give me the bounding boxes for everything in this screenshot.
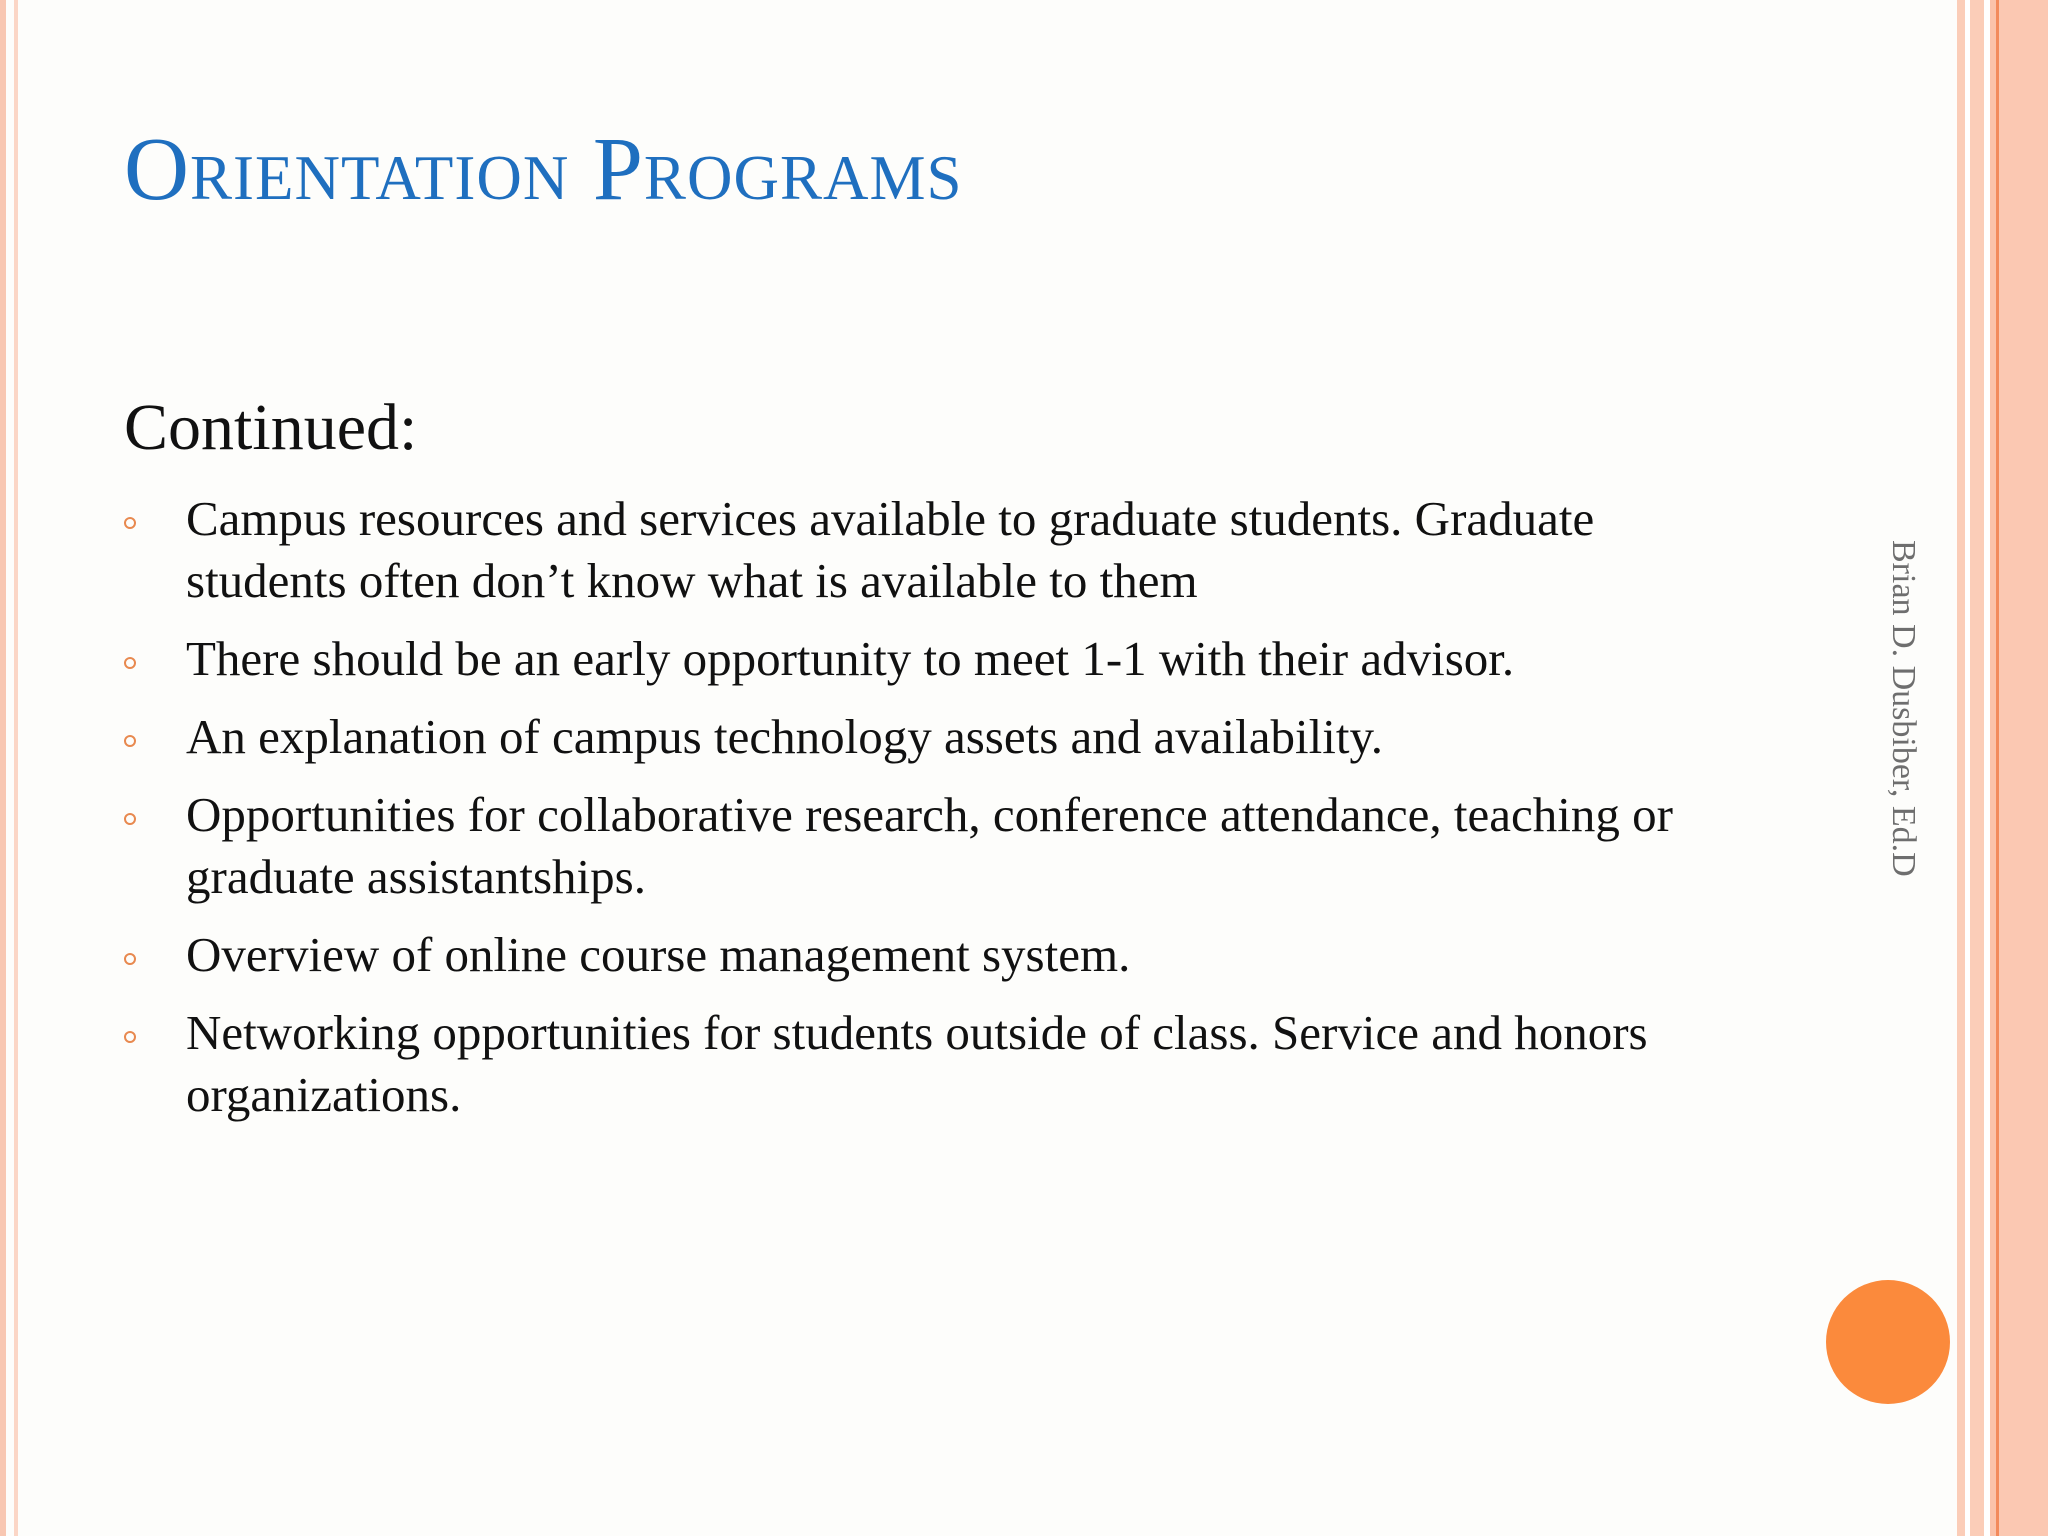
bullet-item: [124, 488, 1724, 612]
right-border-band: [1999, 0, 2048, 1536]
circle-bullet-icon: [124, 813, 136, 825]
bullet-item: [124, 1002, 1724, 1126]
right-border-stripe: [1957, 0, 1965, 1536]
left-border-stripe: [0, 0, 6, 1536]
bullet-text: Overview of online course management system.: [186, 927, 1131, 982]
circle-bullet-icon: [124, 1031, 136, 1043]
bullet-text: Networking opportunities for students outside of class. Service and honors organizations.: [186, 1005, 1648, 1122]
circle-bullet-icon: [124, 517, 136, 529]
slide-subheading: Continued:: [124, 391, 418, 464]
circle-bullet-icon: [124, 735, 136, 747]
bullet-text: There should be an early opportunity to meet 1-1 with their advisor.: [186, 631, 1515, 686]
right-border-stripe: [1970, 0, 1984, 1536]
bullet-text: Campus resources and services available to graduate students. Graduate students often don’t know what is available to them: [186, 491, 1595, 608]
circle-bullet-icon: [124, 657, 136, 669]
left-border-stripe-inner: [14, 0, 18, 1536]
author-footer: Brian D. Dusbiber, Ed.D: [1885, 540, 1922, 877]
bullet-item: [124, 924, 1724, 986]
bullet-text: An explanation of campus technology assets and availability.: [186, 709, 1384, 764]
circle-bullet-icon: [124, 953, 136, 965]
slide-title: Orientation Programs: [124, 120, 963, 219]
decorative-orange-circle: [1826, 1280, 1950, 1404]
bullet-item: [124, 784, 1724, 908]
bullet-item: [124, 706, 1724, 768]
bullet-list: [124, 488, 1724, 1142]
bullet-item: [124, 628, 1724, 690]
bullet-text: Opportunities for collaborative research, conference attendance, teaching or graduate assistantships.: [186, 787, 1673, 904]
